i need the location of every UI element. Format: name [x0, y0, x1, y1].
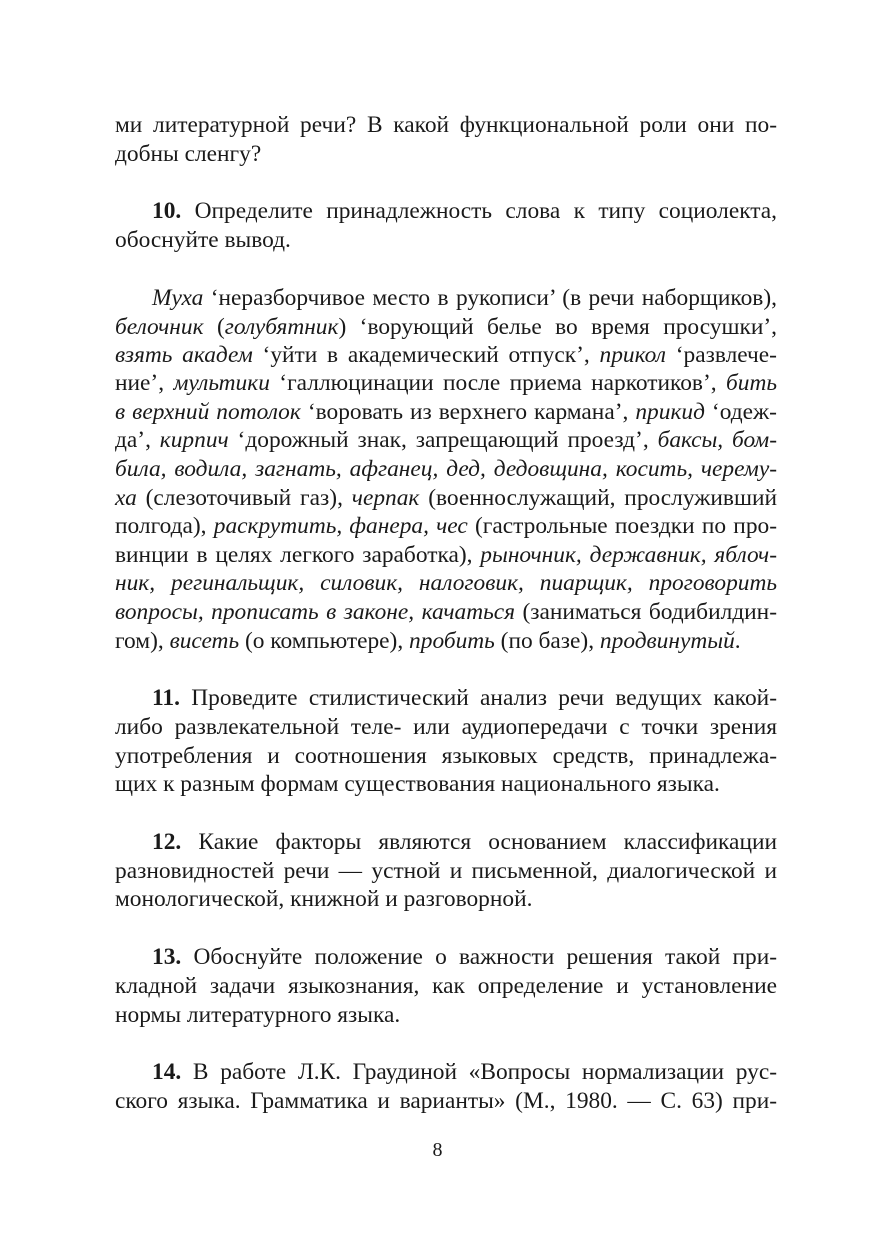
- gloss-text: винции в целях легкого заработка),: [115, 542, 481, 568]
- italic-term: рыночник, державник, яблоч-: [480, 542, 777, 568]
- gloss-text: полгода),: [115, 513, 214, 539]
- italic-term: ник, регинальщик, силовик, налоговик, пиарщик, проговорить: [115, 570, 777, 596]
- text-line: добны сленгу?: [115, 141, 262, 167]
- question-text: В работе Л.К. Граудиной «Вопросы нормализации рус-: [181, 1059, 777, 1085]
- text-line: монологической, книжной и разговорной.: [115, 886, 533, 912]
- italic-term: баксы, бом-: [657, 427, 777, 453]
- text-line: щих к разным формам существования национального языка.: [115, 771, 720, 797]
- question-text: Проведите стилистический анализ речи ведущих какой-: [179, 685, 777, 711]
- question-11: [152, 684, 777, 712]
- text-line: нормы литературного языка.: [115, 1002, 401, 1028]
- gloss-text: (: [203, 314, 225, 340]
- gloss-text: (гастрольные поездки по про-: [467, 513, 777, 539]
- italic-term: прикид: [635, 399, 705, 425]
- text-line: кладной задачи языкознания, как определение и установление: [115, 973, 777, 999]
- italic-term: раскрутить, фанера, чес: [213, 513, 468, 539]
- question-10: [152, 197, 777, 225]
- italic-term: в верхний потолок: [115, 399, 301, 425]
- italic-term: взять академ: [115, 342, 253, 368]
- word-list-line: [115, 426, 777, 454]
- text-line: обоснуйте вывод.: [115, 227, 291, 253]
- word-list-line: [115, 341, 777, 369]
- question-text: Определите принадлежность слова к типу социолекта,: [181, 198, 777, 224]
- word-list-line: [115, 541, 777, 569]
- gloss-text: ‘галлюцинации после приема наркотиков’,: [269, 370, 726, 396]
- question-12: [152, 828, 777, 856]
- gloss-text: ‘воровать из верхнего кармана’,: [300, 399, 636, 425]
- question-number: 11.: [152, 685, 180, 711]
- italic-term: пробить: [409, 628, 495, 654]
- question-14: [152, 1058, 777, 1086]
- text-line: употребления и соотношения языковых средств, принадлежа-: [115, 743, 777, 769]
- word-list-line: [115, 398, 777, 426]
- italic-term: вопросы, прописать в законе, качаться: [115, 599, 515, 625]
- question-number: 13.: [152, 944, 182, 970]
- italic-term: черпак: [351, 485, 420, 511]
- text-line: ского языка. Грамматика и варианты» (М., 1980. — С. 63) при-: [115, 1088, 777, 1114]
- italic-term: белочник: [115, 314, 204, 340]
- text-line: либо развлекательной теле- или аудиопередачи с точки зрения: [115, 714, 777, 740]
- italic-term: голубятник: [224, 314, 339, 340]
- word-list-line: [115, 598, 777, 626]
- gloss-text: ‘неразборчивое место в рукописи’ (в речи наборщиков),: [203, 285, 777, 311]
- italic-term: кирпич: [159, 427, 229, 453]
- italic-term: продвинутый: [599, 628, 735, 654]
- word-list-line: [115, 569, 777, 597]
- question-text: Обоснуйте положение о важности решения такой при-: [181, 944, 777, 970]
- question-13: [152, 943, 777, 971]
- italic-term: Муха: [152, 285, 204, 311]
- gloss-text: гом),: [115, 628, 170, 654]
- word-list-line: [115, 369, 777, 397]
- page-number: 8: [432, 1139, 443, 1161]
- italic-term: била, водила, загнать, афганец, дед, дедовщина, косить, черему-: [115, 456, 777, 482]
- italic-term: бить: [726, 370, 777, 396]
- text-line: ми литературной речи? В какой функциональной роли они по-: [115, 112, 777, 138]
- italic-term: висеть: [169, 628, 240, 654]
- gloss-text: ние’,: [115, 370, 174, 396]
- question-number: 10.: [152, 198, 182, 224]
- gloss-text: (по базе),: [494, 628, 600, 654]
- question-number: 14.: [152, 1059, 182, 1085]
- word-list-line: [115, 484, 777, 512]
- text-line: разновидностей речи — устной и письменной, диалогической и: [115, 858, 777, 884]
- italic-term: мультики: [173, 370, 270, 396]
- word-list-line: [115, 512, 777, 540]
- question-text: Какие факторы являются основанием классификации: [181, 829, 777, 855]
- gloss-text: да’,: [115, 427, 160, 453]
- gloss-text: (военнослужащий, прослуживший: [419, 485, 778, 511]
- gloss-text: (о компьютере),: [239, 628, 410, 654]
- gloss-text: ‘одеж-: [704, 399, 777, 425]
- gloss-text: (слезоточивый газ),: [136, 485, 352, 511]
- word-list-line: [152, 284, 777, 312]
- word-list-line: [115, 627, 777, 655]
- gloss-text: (заниматься бодибилдин-: [515, 599, 777, 625]
- italic-term: ха: [115, 485, 137, 511]
- gloss-text: ‘уйти в академический отпуск’,: [252, 342, 600, 368]
- gloss-text: ‘развлече-: [665, 342, 777, 368]
- gloss-text: ‘дорожный знак, запрещающий проезд’,: [228, 427, 658, 453]
- word-list-line: [115, 313, 777, 341]
- question-number: 12.: [152, 829, 182, 855]
- gloss-text: .: [734, 628, 741, 654]
- italic-term: прикол: [599, 342, 666, 368]
- gloss-text: ) ‘ворующий белье во время просушки’,: [338, 314, 777, 340]
- word-list-line: [115, 455, 777, 483]
